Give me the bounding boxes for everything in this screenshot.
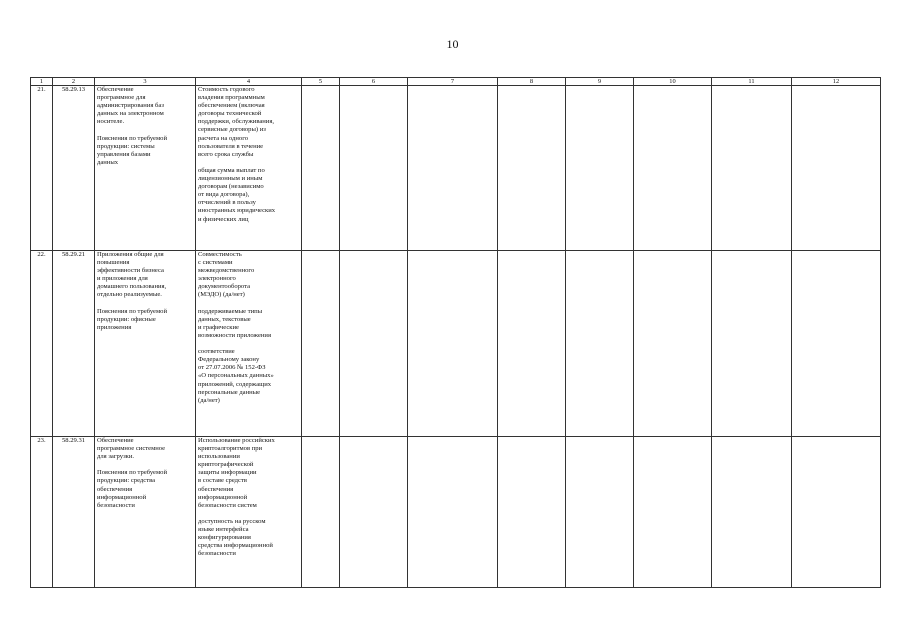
empty-cell <box>566 86 634 251</box>
text-line: повышения <box>97 259 130 267</box>
text-line: криптоалгоритмов при <box>198 445 263 453</box>
product-characteristics <box>196 86 302 251</box>
empty-cell <box>302 251 340 437</box>
text-line: средства информационной <box>198 542 273 550</box>
empty-cell <box>634 437 712 588</box>
column-header-3: 3 <box>95 78 196 86</box>
text-line: Пояснения по требуемой <box>97 469 167 477</box>
product-characteristics <box>196 437 302 588</box>
text-line: от 27.07.2006 № 152-ФЗ <box>198 364 266 372</box>
product-name <box>95 86 196 251</box>
text-line: «О персональных данных» <box>198 372 274 380</box>
text-line: общая сумма выплат по <box>198 166 265 174</box>
text-line: и графические <box>198 323 239 331</box>
text-line: использовании <box>198 453 240 461</box>
text-line: защиты информации <box>198 469 257 477</box>
column-header-5: 5 <box>302 78 340 86</box>
empty-cell <box>302 437 340 588</box>
empty-cell <box>498 251 566 437</box>
text-line: приложения <box>97 323 132 331</box>
text-line: Пояснения по требуемой <box>97 307 167 315</box>
text-line: электронного <box>198 275 236 283</box>
okpd-code: 58.29.21 <box>53 251 95 437</box>
paragraph-gap <box>97 461 193 469</box>
column-header-9: 9 <box>566 78 634 86</box>
text-line: управления базами <box>97 150 151 158</box>
paragraph-gap <box>198 300 299 308</box>
empty-cell <box>302 86 340 251</box>
empty-cell <box>408 437 498 588</box>
table-row <box>31 251 881 437</box>
text-line: приложений, содержащих <box>198 380 272 388</box>
text-line: поддержки, обслуживания, <box>198 118 275 126</box>
text-line: домашнего пользования, <box>97 283 167 291</box>
text-line: продукции: средства <box>97 477 156 485</box>
text-line: программное системное <box>97 445 166 453</box>
text-line: владения программным <box>198 94 265 102</box>
text-line: Использование российских <box>198 437 275 444</box>
text-line: данных, текстовые <box>198 315 251 323</box>
header-row <box>31 78 881 86</box>
text-line: обеспечением (включая <box>198 102 265 110</box>
empty-cell <box>712 437 792 588</box>
text-line: продукции: офисные <box>97 315 156 323</box>
page-number: 10 <box>446 37 459 51</box>
empty-cell <box>792 86 881 251</box>
empty-cell <box>566 251 634 437</box>
empty-cell <box>634 86 712 251</box>
text-line: пользователя в течение <box>198 142 264 150</box>
text-line: данных на электронном <box>97 110 164 118</box>
empty-cell <box>340 251 408 437</box>
empty-cell <box>792 437 881 588</box>
text-line: поддерживаемые типы <box>198 307 263 315</box>
paragraph-gap <box>198 510 299 518</box>
empty-cell <box>712 251 792 437</box>
text-line: Обеспечение <box>97 86 134 93</box>
text-line: документооборота <box>198 283 251 291</box>
okpd-code: 58.29.13 <box>53 86 95 251</box>
column-header-6: 6 <box>340 78 408 86</box>
text-line: информационной <box>97 493 147 501</box>
text-line: безопасности систем <box>198 501 257 509</box>
okpd-code: 58.29.31 <box>53 437 95 588</box>
text-line: договоры технической <box>198 110 262 118</box>
empty-cell <box>792 251 881 437</box>
column-header-12: 12 <box>792 78 881 86</box>
row-number: 21. <box>31 86 53 251</box>
empty-cell <box>408 251 498 437</box>
text-line: межведомственного <box>198 267 255 275</box>
text-line: отчислений в пользу <box>198 199 256 207</box>
text-line: Совместимость <box>198 251 242 258</box>
text-line: информационной <box>198 493 248 501</box>
table-row <box>31 437 881 588</box>
text-line: обеспечения <box>198 485 234 493</box>
text-line: лицензионным и иным <box>198 175 263 183</box>
column-header-1: 1 <box>31 78 53 86</box>
text-line: (МЭДО) (да/нет) <box>198 291 245 299</box>
text-line: носителе. <box>97 118 125 126</box>
table-row <box>31 86 881 251</box>
empty-cell <box>634 251 712 437</box>
text-line: Приложения общие для <box>97 251 164 258</box>
text-line: конфигурирования <box>198 534 251 542</box>
text-line: программное для <box>97 94 146 102</box>
column-header-7: 7 <box>408 78 498 86</box>
paragraph-gap <box>198 340 299 348</box>
text-line: эффективности бизнеса <box>97 267 164 275</box>
empty-cell <box>566 437 634 588</box>
row-number: 22. <box>31 251 53 437</box>
text-line: от вида договора), <box>198 191 250 199</box>
column-header-10: 10 <box>634 78 712 86</box>
text-line: криптографической <box>198 461 254 469</box>
row-number: 23. <box>31 437 53 588</box>
paragraph-gap <box>97 300 193 308</box>
product-name <box>95 437 196 588</box>
text-line: в составе средств <box>198 477 247 485</box>
empty-cell <box>498 86 566 251</box>
text-line: продукции: системы <box>97 142 155 150</box>
text-line: данных <box>97 158 119 166</box>
text-line: Федеральному закону <box>198 356 260 364</box>
empty-cell <box>340 86 408 251</box>
column-header-8: 8 <box>498 78 566 86</box>
paragraph-gap <box>97 126 193 134</box>
text-line: (да/нет) <box>198 396 220 404</box>
text-line: соответствие <box>198 348 235 356</box>
paragraph-gap <box>198 159 299 167</box>
text-line: расчета на одного <box>198 134 249 142</box>
text-line: сервисные договоры) из <box>198 126 266 134</box>
text-line: администрирования баз <box>97 102 164 110</box>
text-line: безопасности <box>97 501 135 509</box>
column-header-4: 4 <box>196 78 302 86</box>
text-line: иностранных юридических <box>198 207 276 215</box>
text-line: отдельно реализуемые. <box>97 291 162 299</box>
text-line: возможности приложения <box>198 331 271 339</box>
text-line: для загрузки. <box>97 453 135 461</box>
product-name <box>95 251 196 437</box>
text-line: с системами <box>198 259 233 267</box>
requirements-table <box>30 77 881 588</box>
column-header-11: 11 <box>712 78 792 86</box>
empty-cell <box>340 437 408 588</box>
text-line: Стоимость годового <box>198 86 255 93</box>
text-line: обеспечения <box>97 485 133 493</box>
column-header-2: 2 <box>53 78 95 86</box>
text-line: безопасности <box>198 550 236 558</box>
product-characteristics <box>196 251 302 437</box>
empty-cell <box>408 86 498 251</box>
text-line: доступность на русском <box>198 517 266 525</box>
text-line: и физических лиц <box>198 215 249 223</box>
text-line: Пояснения по требуемой <box>97 134 167 142</box>
text-line: языке интерфейса <box>198 526 249 534</box>
text-line: всего срока службы <box>198 150 254 158</box>
text-line: договорам (независимо <box>198 183 264 191</box>
text-line: персональные данные <box>198 388 261 396</box>
text-line: и приложения для <box>97 275 148 283</box>
empty-cell <box>712 86 792 251</box>
text-line: Обеспечение <box>97 437 134 444</box>
empty-cell <box>498 437 566 588</box>
